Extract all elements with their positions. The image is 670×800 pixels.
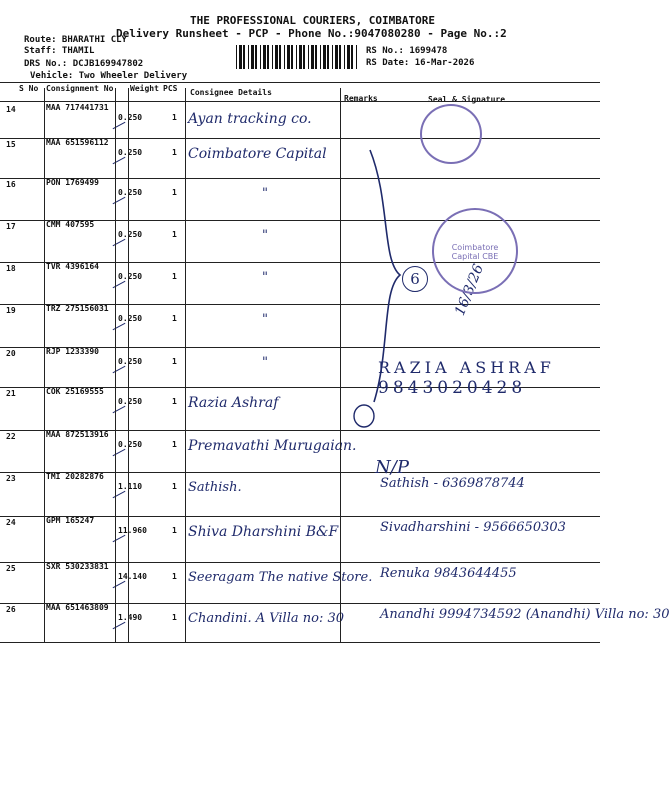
row-sno: 18 bbox=[6, 264, 16, 273]
row-consignee: Premavathi Murugaian. bbox=[188, 438, 357, 454]
row-separator bbox=[0, 642, 600, 643]
row-consignee: Coimbatore Capital bbox=[188, 146, 327, 162]
row-consignee: Chandini. A Villa no: 30 bbox=[188, 611, 345, 626]
row-consignee: Seeragam The native Store. bbox=[188, 570, 373, 585]
receiver-name-handwritten: RAZIA ASHRAF bbox=[378, 358, 555, 377]
row-pcs: 1 bbox=[172, 188, 177, 197]
row-consignment: PON 1769499 bbox=[46, 178, 99, 187]
row-pcs: 1 bbox=[172, 113, 177, 122]
row-sno: 16 bbox=[6, 180, 16, 189]
rs-date: RS Date: 16-Mar-2026 bbox=[366, 58, 475, 68]
row-consignee: " bbox=[262, 355, 268, 370]
row-weight: 0.250 bbox=[118, 272, 143, 281]
row-pcs: 1 bbox=[172, 230, 177, 239]
row-sno: 14 bbox=[6, 105, 16, 114]
col-remarks: Remarks bbox=[344, 94, 378, 103]
row-consignment: MAA 651463809 bbox=[46, 603, 109, 612]
row-consignment: SXR 530233831 bbox=[46, 562, 109, 571]
col-divider bbox=[340, 88, 341, 642]
row-sno: 19 bbox=[6, 306, 16, 315]
row-sno: 21 bbox=[6, 389, 16, 398]
header-bottom-rule bbox=[0, 101, 600, 102]
row-weight: 0.250 bbox=[118, 314, 143, 323]
row-pcs: 1 bbox=[172, 272, 177, 281]
col-divider bbox=[185, 88, 186, 642]
page-title: Delivery Runsheet - PCP - Phone No.:9047080280 - Page No.:2 bbox=[116, 27, 507, 40]
row-consignment: MAA 872513916 bbox=[46, 430, 109, 439]
row-consignment: TRZ 275156031 bbox=[46, 304, 109, 313]
row-pcs: 1 bbox=[172, 397, 177, 406]
row-pcs: 1 bbox=[172, 572, 177, 581]
row-weight: 0.250 bbox=[118, 440, 143, 449]
row-consignment: MAA 651596112 bbox=[46, 138, 109, 147]
row-pcs: 1 bbox=[172, 148, 177, 157]
row-consignee: Ayan tracking co. bbox=[188, 111, 312, 127]
row-pcs: 1 bbox=[172, 526, 177, 535]
bracket-count: 6 bbox=[402, 266, 428, 292]
drs-number: DRS No.: DCJB169947802 bbox=[24, 59, 144, 69]
row-consignment: TMI 20282876 bbox=[46, 472, 104, 481]
row-pcs: 1 bbox=[172, 314, 177, 323]
row-consignee: " bbox=[262, 228, 268, 243]
header-top-rule bbox=[0, 82, 600, 83]
row-weight: 0.250 bbox=[118, 230, 143, 239]
row-consignee: " bbox=[262, 312, 268, 327]
row-sno: 25 bbox=[6, 564, 16, 573]
row-sno: 26 bbox=[6, 605, 16, 614]
col-sno: S No bbox=[19, 84, 39, 93]
row-consignment: GPM 165247 bbox=[46, 516, 95, 525]
row-weight: 0.250 bbox=[118, 357, 143, 366]
row-sno: 24 bbox=[6, 518, 16, 527]
row-pcs: 1 bbox=[172, 613, 177, 622]
col-divider bbox=[115, 88, 116, 642]
row-sno: 23 bbox=[6, 474, 16, 483]
row-consignee: " bbox=[262, 270, 268, 285]
row-consignee: Sathish. bbox=[188, 480, 242, 495]
staff-label: Staff: THAMIL bbox=[24, 46, 95, 56]
row-signature: Anandhi 9994734592 (Anandhi) Villa no: 30 bbox=[380, 607, 670, 622]
seal-stamp-round bbox=[432, 208, 518, 294]
row-consignment: TVR 4396164 bbox=[46, 262, 99, 271]
row-sno: 17 bbox=[6, 222, 16, 231]
row-pcs: 1 bbox=[172, 357, 177, 366]
col-pcs: PCS bbox=[163, 84, 178, 93]
row-weight: 14.140 bbox=[118, 572, 147, 581]
row-consignment: MAA 717441731 bbox=[46, 103, 109, 112]
row-consignment: CMM 407595 bbox=[46, 220, 95, 229]
rs-number: RS No.: 1699478 bbox=[366, 46, 448, 56]
row-weight: 0.250 bbox=[118, 188, 143, 197]
row-weight: 0.250 bbox=[118, 397, 143, 406]
row-signature: Renuka 9843644455 bbox=[380, 566, 517, 581]
stamp-text: Coimbatore Capital CBE bbox=[451, 243, 499, 261]
col-divider bbox=[128, 88, 129, 642]
row-consignee: " bbox=[262, 186, 268, 201]
row-weight: 0.250 bbox=[118, 113, 143, 122]
vehicle-label: Vehicle: Two Wheeler Delivery bbox=[30, 71, 188, 81]
seal-stamp-top bbox=[420, 104, 482, 164]
row-signature: Sathish - 6369878744 bbox=[380, 476, 525, 491]
row-weight: 1.110 bbox=[118, 482, 143, 491]
row-weight: 0.250 bbox=[118, 148, 143, 157]
row-consignment: RJP 1233390 bbox=[46, 347, 99, 356]
col-signature: Seal & Signature bbox=[428, 95, 506, 104]
receiver-phone-handwritten: 9843020428 bbox=[378, 378, 527, 398]
row-consignee: Razia Ashraf bbox=[188, 395, 279, 411]
remarks-np: N/P bbox=[375, 457, 409, 478]
col-divider bbox=[44, 88, 45, 642]
company-name: THE PROFESSIONAL COURIERS, COIMBATORE bbox=[190, 14, 436, 27]
signed-date: 16/3/26 bbox=[452, 261, 488, 318]
row-sno: 22 bbox=[6, 432, 16, 441]
row-weight: 1.490 bbox=[118, 613, 143, 622]
row-pcs: 1 bbox=[172, 482, 177, 491]
route-label: Route: BHARATHI CLY bbox=[24, 35, 127, 45]
row-consignee: Shiva Dharshini B&F bbox=[188, 524, 339, 540]
row-consignment: COK 25169555 bbox=[46, 387, 104, 396]
row-pcs: 1 bbox=[172, 440, 177, 449]
row-weight: 11.960 bbox=[118, 526, 147, 535]
row-sno: 20 bbox=[6, 349, 16, 358]
col-consignment: Consignment No bbox=[46, 84, 114, 93]
row-signature: Sivadharshini - 9566650303 bbox=[380, 520, 566, 535]
col-consignee: Consignee Details bbox=[190, 88, 272, 97]
col-weight: Weight bbox=[130, 84, 159, 93]
row-sno: 15 bbox=[6, 140, 16, 149]
barcode-icon bbox=[236, 45, 360, 69]
